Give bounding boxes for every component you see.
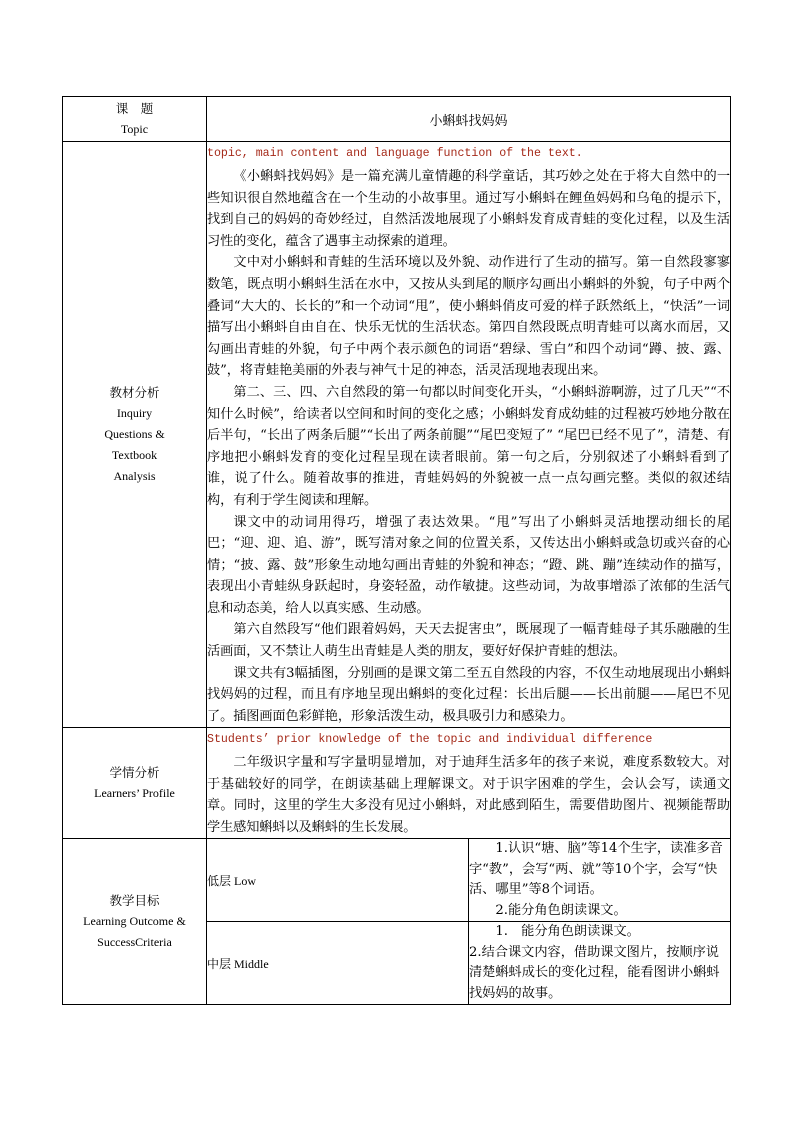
textbook-label-en-2: Questions &	[104, 427, 165, 442]
textbook-label-cn: 教材分析	[109, 385, 160, 401]
textbook-paragraph: 文中对小蝌蚪和青蛙的生活环境以及外貌、动作进行了生动的描写。第一自然段寥寥数笔，既点明小蝌蚪生活在水中，又按从头到尾的顺序勾画出小蝌蚪的外貌，句子中两个叠词“大大的、长长的”和一个动词“甩”，使小蝌蚪俏皮可爱的样子跃然纸上，“快活”一词描写出小蝌蚪自由自在、快乐无忧的生活状态。第四自然段既点明青蛙可以离水而居，又勾画出青蛙的外貌，句子中两个表示颜色的词语“碧绿、雪白”和四个动词“蹲、披、露、鼓”，将青蛙艳美丽的外表与神气十足的神态，活灵活现地表现出来。	[207, 255, 730, 379]
textbook-paragraph: 课文共有3幅插图，分别画的是课文第二至五自然段的内容，不仅生动地展现出小蝌蚪找妈妈的过程，而且有序地呈现出蝌蚪的变化过程：长出后腿——长出前腿——尾巴不见了。插图画面色彩鲜艳，形象活泼生动，极具吸引力和感染力。	[207, 665, 730, 724]
goals-label-cell	[63, 839, 207, 1005]
goals-label-cn: 教学目标	[109, 893, 160, 909]
goals-row-low	[63, 839, 731, 922]
goal-line: 2.结合课文内容，借助课文图片，按顺序说清楚蝌蚪成长的变化过程，能看图讲小蝌蚪找妈妈的故事。	[469, 944, 720, 1001]
learners-label-cn: 学情分析	[109, 765, 160, 781]
topic-row	[63, 97, 731, 142]
topic-label-en: Topic	[120, 122, 149, 136]
lesson-plan-table	[62, 96, 731, 1005]
textbook-paragraph: 课文中的动词用得巧，增强了表达效果。“甩”写出了小蝌蚪灵活地摆动细长的尾巴；“迎、迎、追、游”，既写清对象之间的位置关系，又传达出小蝌蚪或急切或兴奋的心情；“披、露、鼓”形象生动地勾画出青蛙的外貌和神态；“蹬、跳、蹦”连续动作的描写，表现出小青蛙纵身跃起时，身姿轻盈，动作敏捷。这些动词，为故事增添了浓郁的生活气息和动态美，给人以真实感、生动感。	[207, 514, 730, 616]
learners-label-cell	[63, 728, 207, 839]
learners-profile-content	[207, 728, 731, 839]
textbook-heading: topic, main content and language function of the text.	[207, 147, 583, 160]
learners-label-en: Learners’ Profile	[94, 786, 175, 801]
topic-label-cn: 课 题	[115, 101, 154, 116]
textbook-paragraph: 第二、三、四、六自然段的第一句都以时间变化开头，“小蝌蚪游啊游，过了几天”“不知什么时候”，给读者以空间和时间的变化之感；小蝌蚪发育成幼蛙的过程被巧妙地分散在后半句，“长出了两条后腿”“长出了两条前腿”“尾巴变短了” “尾巴已经不见了”，清楚、有序地把小蝌蚪发育的变化过程呈现在读者眼前。第一句之后，分别叙述了小蝌蚪看到了谁，说了什么。随着故事的推进，青蛙妈妈的外貌被一点一点勾画完整。类似的叙述结构，有利于学生阅读和理解。	[207, 384, 730, 508]
goal-line: 1. 能分角色朗读课文。	[495, 924, 640, 940]
goals-label-en-2: SuccessCriteria	[97, 935, 172, 950]
goal-line: 1.认识“塘、脑”等14个生字，读准多音字“教”，会写“两、就”等10个字，会写“快活、哪里”等8个词语。	[469, 841, 723, 898]
textbook-label-cell	[63, 142, 207, 728]
textbook-label-en-1: Inquiry	[116, 406, 153, 421]
learners-profile-row	[63, 728, 731, 839]
learners-heading: Students’ prior knowledge of the topic and individual difference	[207, 733, 653, 747]
textbook-paragraph: 《小蝌蚪找妈妈》是一篇充满儿童情趣的科学童话，其巧妙之处在于将大自然中的一些知识很自然地蕴含在一个生动的小故事里。通过写小蝌蚪在鲤鱼妈妈和乌龟的提示下，找到自己的妈妈的奇妙经过，自然活泼地展现了小蝌蚪发育成青蛙的变化过程，以及生活习性的变化，蕴含了遇事主动探索的道理。	[207, 169, 730, 249]
level-middle-goals	[469, 922, 731, 1005]
textbook-analysis-content	[207, 142, 731, 728]
learners-paragraph: 二年级识字量和写字量明显增加，对于迪拜生活多年的孩子来说，难度系数较大。对于基础较好的同学，在朗读基础上理解课文。对于识字困难的学生，会认会写，读通文章。同时，这里的学生大多没有见过小蝌蚪，对此感到陌生，需要借助图片、视频能帮助学生感知蝌蚪以及蝌蚪的生长发展。	[207, 755, 730, 835]
goals-label-en-1: Learning Outcome &	[83, 914, 186, 929]
level-middle-label: 中层 Middle	[207, 922, 469, 1005]
textbook-label-en-3: Textbook	[111, 448, 158, 463]
topic-label-cell	[63, 97, 207, 142]
textbook-paragraph: 第六自然段写“他们跟着妈妈，天天去捉害虫”，既展现了一幅青蛙母子其乐融融的生活画面，又不禁让人萌生出青蛙是人类的朋友，要好好保护青蛙的想法。	[207, 622, 730, 660]
textbook-label-en-4: Analysis	[113, 469, 156, 484]
topic-title: 小蝌蚪找妈妈	[207, 97, 731, 142]
textbook-analysis-row	[63, 142, 731, 728]
goal-line: 2.能分角色朗读课文。	[495, 902, 627, 918]
level-low-label: 低层 Low	[207, 839, 469, 922]
level-low-goals	[469, 839, 731, 922]
